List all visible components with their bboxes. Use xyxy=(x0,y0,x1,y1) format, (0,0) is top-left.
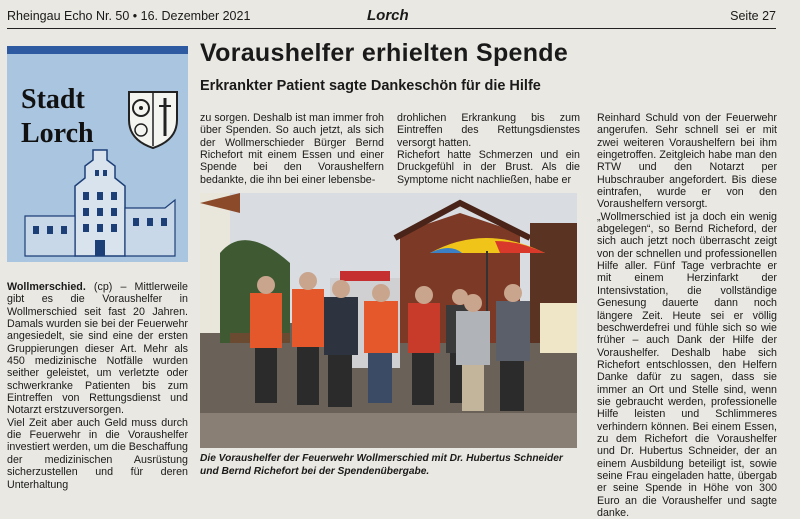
column-2-text-b: Richefort hatte Schmerzen und ein Druckgefühl in der Brust. Als die Symptome nicht nachließen, habe er xyxy=(397,149,580,186)
column-3-text-b: „Wollmerschied ist ja doch ein wenig abgelegen“, so Bernd Richeford, der sich auch jetzt noch überrascht zeigt von der schnellen und professionellen Hilfe aller. Fünf Tage verbrachte er mit einem Herzinfarkt der Intensivstation, die vollständige Genesung dauerte dann noch längere Zeit. Heute sei er völlig beschwerdefrei und fühle sich so wie früher – auch Dank der Hilfe der Voraushelfer. Deshalb habe sich Richefort entschlossen, den Helfern Danke dafür zu sagen, dass sie immer an Ort und Stelle sind, wenn sie gebraucht werden, professionelle Hilfe leisten und Schlimmeres verhindern können. Bei einem Essen, zu dem Richefort die Voraushelfer und Dr. Hubertus Schneider, der an einem Ausbildung beteiligt ist, sowie seine Frau eingeladen hatte, übergab er seine Spende in Höhe von 300 Euro an die Voraushelfer und sagte danke. xyxy=(597,210,777,519)
banner-title-line2: Lorch xyxy=(21,118,94,149)
article-intro: (cp) – Mittlerweile gibt es die Voraushelfer in Wollmerschied seit fast 20 Jahren. Damals wurden sie bei der Feuerwehr angesiedelt, sie sind eine der ersten Gruppierungen dieser Art. Mehr als 450 medizinische Notfälle wurden seither geleistet, um verletzte oder schwerkranke Patienten bis zum Eintreffen von Rettungsdienst und Notarzt erstzuversorgen. xyxy=(7,281,188,417)
town-hall-illustration xyxy=(15,146,185,258)
article-subheadline: Erkrankter Patient sagte Dankeschön für die Hilfe xyxy=(200,78,541,94)
coat-of-arms-icon xyxy=(125,86,181,150)
photo-caption: Die Voraushelfer der Feuerwehr Wollmerschied mit Dr. Hubertus Schneider und Bernd Richefort bei der Spendenübergabe. xyxy=(200,453,563,477)
section-name: Lorch xyxy=(367,7,409,24)
sidebar-article xyxy=(7,281,188,491)
article-column-1 xyxy=(200,112,384,186)
column-2-text-a: drohlichen Erkrankung bis zum Eintreffen des Rettungsdienstes versorgt hatten. xyxy=(397,112,580,149)
banner-accent-bar xyxy=(7,46,188,54)
article-headline: Voraushelfer erhielten Spende xyxy=(200,39,569,67)
town-banner xyxy=(7,46,188,262)
page-number: Seite 27 xyxy=(730,9,776,23)
header-rule xyxy=(7,28,776,29)
group-photo xyxy=(200,193,577,448)
page-header xyxy=(7,9,776,25)
column-1-text: zu sorgen. Deshalb ist man immer froh über Spenden. So auch jetzt, als sich der Wollmerschieder Bürger Bernd Richefort mit einem Essen und einer Spende bei den Voraushelfern bedankte, die ihn bei einer lebensbe- xyxy=(200,112,384,186)
publication-info: Rheingau Echo Nr. 50 • 16. Dezember 2021 xyxy=(7,9,251,23)
banner-title-line1: Stadt xyxy=(21,84,85,115)
article-intro-continued: Viel Zeit aber auch Geld muss durch die Feuerwehr in die Voraushelfer investiert werden, um die Beschaffung der medizinischen Ausrüstung sicherzustellen und für deren Unterhaltung xyxy=(7,416,188,491)
column-3-text-a: Reinhard Schuld von der Feuerwehr angerufen. Sehr schnell sei er mit zwei weiteren Voraushelfern bei ihm eingetroffen. Zeitgleich habe man den RTW und den Notarzt per Hubschrauber angefordert. Bis diese eintrafen, wurde er von den Voraushelfern versorgt. xyxy=(597,112,777,211)
article-dateline: Wollmerschied. xyxy=(7,281,86,293)
article-column-2 xyxy=(397,112,580,186)
article-column-3 xyxy=(597,112,777,519)
